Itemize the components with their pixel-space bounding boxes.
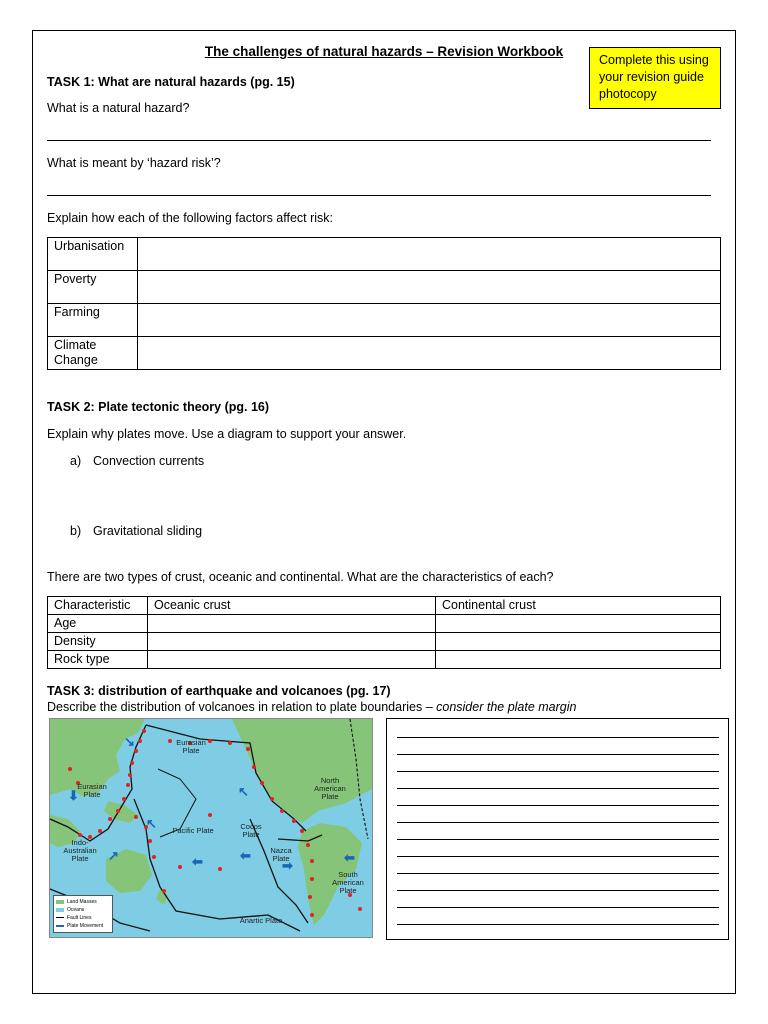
task3-instruction-italic: consider the plate margin — [436, 700, 577, 714]
writing-line[interactable] — [397, 788, 719, 789]
land-north-america — [232, 719, 372, 823]
label-antarctic-plate: Anartic Plate — [239, 916, 283, 925]
crust-row-label: Density — [48, 633, 148, 651]
task2-question-2: There are two types of crust, oceanic and continental. What are the characteristics of each? — [47, 570, 554, 584]
crust-cell[interactable] — [148, 651, 436, 669]
crust-cell[interactable] — [436, 651, 721, 669]
task1-question-2: What is meant by ‘hazard risk’? — [47, 156, 221, 170]
writing-line[interactable] — [397, 839, 719, 840]
plate-movement-arrow-icon: ↗ — [108, 848, 119, 863]
answer-line-1[interactable] — [47, 140, 711, 141]
legend-item: Oceans — [56, 906, 110, 914]
plate-movement-arrow-icon: ⬅ — [192, 854, 203, 869]
gravitational-sliding-label: Gravitational sliding — [93, 524, 203, 538]
task2-question-1: Explain why plates move. Use a diagram to support your answer. — [47, 427, 407, 441]
plate-movement-arrow-icon: ↘ — [124, 734, 135, 749]
task3-instruction: Describe the distribution of volcanoes in relation to plate boundaries – consider the plate margin — [47, 700, 577, 714]
plate-movement-arrow-icon: ⬇ — [68, 788, 79, 803]
revision-note: Complete this using your revision guide photocopy — [589, 47, 721, 109]
task2-heading: TASK 2: Plate tectonic theory (pg. 16) — [47, 400, 270, 414]
label-eurasian-plate-top: Eurasian Plate — [176, 738, 206, 755]
plate-boundary-map — [49, 718, 373, 938]
crust-cell[interactable] — [436, 633, 721, 651]
factor-answer-cell[interactable] — [138, 238, 721, 271]
writing-line[interactable] — [397, 924, 719, 925]
crust-cell[interactable] — [436, 615, 721, 633]
writing-line[interactable] — [397, 890, 719, 891]
risk-factors-table — [47, 237, 721, 370]
legend-item: Land Masses — [56, 898, 110, 906]
factor-answer-cell[interactable] — [138, 271, 721, 304]
crust-header: Characteristic — [48, 597, 148, 615]
boundary-south-pacific — [134, 799, 300, 931]
factor-label: Farming — [48, 304, 138, 337]
plate-movement-arrow-icon: ↖ — [146, 816, 157, 831]
plate-movement-arrow-icon: ➡ — [282, 858, 293, 873]
factor-answer-cell[interactable] — [138, 337, 721, 370]
task1-question-3: Explain how each of the following factors affect risk: — [47, 211, 334, 225]
legend-item: Plate Movement — [56, 922, 110, 930]
task1-question-1: What is a natural hazard? — [47, 101, 190, 115]
factor-answer-cell[interactable] — [138, 304, 721, 337]
plate-movement-arrow-icon: ⬅ — [240, 848, 251, 863]
label-eurasian-plate-left: Eurasian Plate — [77, 782, 107, 799]
task3-heading: TASK 3: distribution of earthquake and volcanoes (pg. 17) — [47, 684, 391, 698]
task1-heading: TASK 1: What are natural hazards (pg. 15) — [47, 75, 295, 89]
crust-cell[interactable] — [148, 633, 436, 651]
writing-line[interactable] — [397, 737, 719, 738]
page-title: The challenges of natural hazards – Revision Workbook — [204, 44, 564, 59]
factor-label: Poverty — [48, 271, 138, 304]
factor-label: Climate Change — [48, 337, 138, 370]
crust-header: Continental crust — [436, 597, 721, 615]
map-legend — [53, 895, 113, 933]
label-north-american-plate: North American Plate — [314, 776, 346, 801]
legend-item: Fault Lines — [56, 914, 110, 922]
convection-currents-label: Convection currents — [93, 454, 205, 468]
writing-line[interactable] — [397, 771, 719, 772]
crust-row-label: Rock type — [48, 651, 148, 669]
plate-movement-arrow-icon: ⬅ — [344, 850, 355, 865]
label-cocos-plate: Cocos Plate — [240, 822, 262, 839]
plate-movement-arrow-icon: ↖ — [238, 784, 249, 799]
writing-line[interactable] — [397, 805, 719, 806]
list-marker-a: a) — [70, 454, 82, 468]
list-marker-b: b) — [70, 524, 82, 538]
writing-line[interactable] — [397, 856, 719, 857]
answer-line-2[interactable] — [47, 195, 711, 196]
label-nazca-plate: Nazca Plate — [270, 846, 292, 863]
distribution-answer-box[interactable] — [386, 718, 729, 940]
writing-line[interactable] — [397, 873, 719, 874]
label-pacific-plate: Pacific Plate — [172, 826, 214, 835]
label-south-american-plate: South American Plate — [332, 870, 364, 895]
writing-line[interactable] — [397, 822, 719, 823]
crust-header: Oceanic crust — [148, 597, 436, 615]
crust-table — [47, 596, 721, 669]
label-indo-australian-plate: Indo-Australian Plate — [63, 838, 97, 863]
writing-line[interactable] — [397, 754, 719, 755]
factor-label: Urbanisation — [48, 238, 138, 271]
writing-line[interactable] — [397, 907, 719, 908]
crust-cell[interactable] — [148, 615, 436, 633]
crust-row-label: Age — [48, 615, 148, 633]
